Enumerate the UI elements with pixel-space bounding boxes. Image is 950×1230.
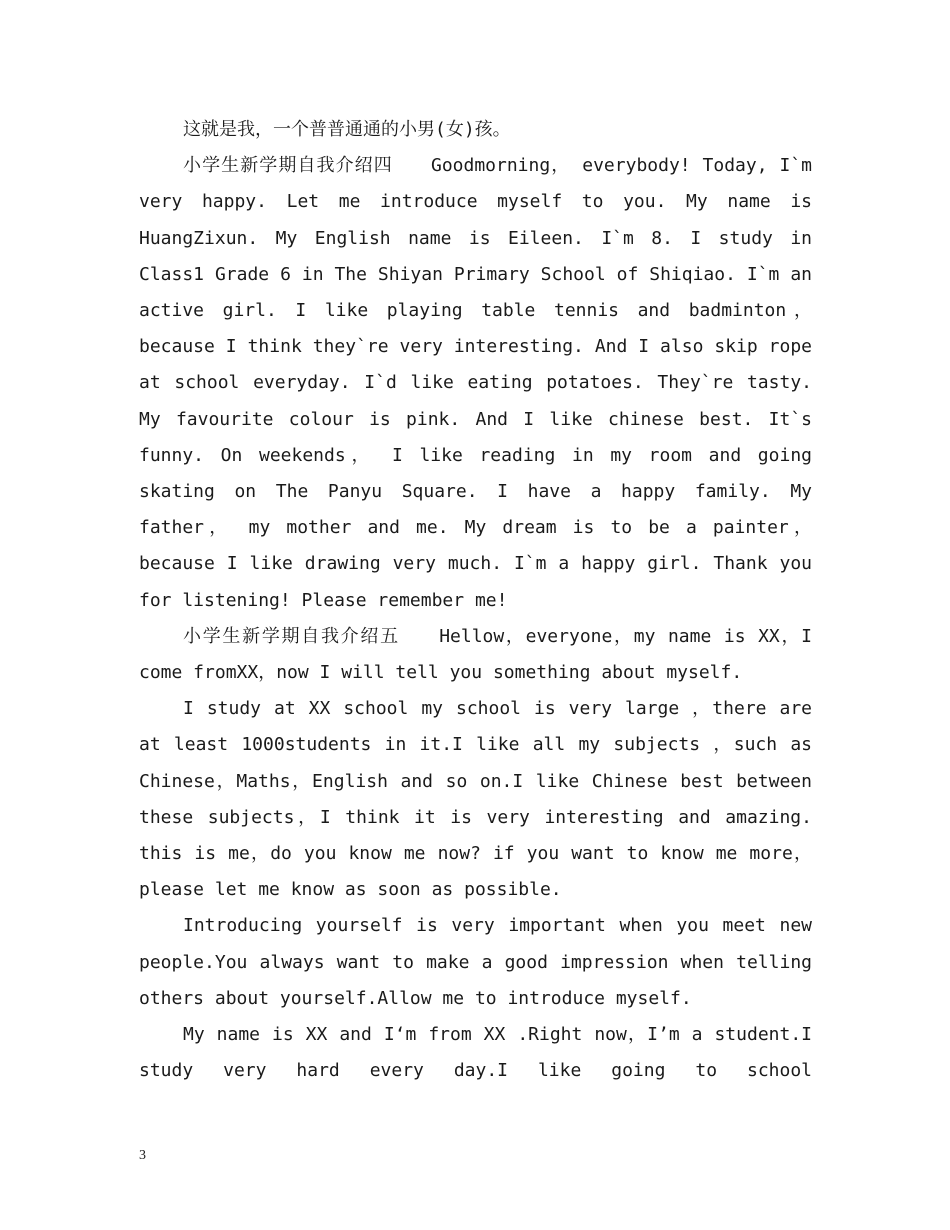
page-number: 3 [139, 1148, 146, 1163]
document-body [139, 112, 812, 1089]
paragraph-school-description: I study at XX school my school is very large ，there are at least 1000students in it.I like all my subjects ，such as Chinese，Maths，English and so on.I like Chinese best between these subjects，I think it is very interesting and amazing. this is me，do you know me now? if you want to know me more，please let me know as soon as possible. [139, 698, 812, 901]
paragraph-introducing-yourself: Introducing yourself is very important when you meet new people.You always want to make a good impression when telling others about yourself.Allow me to introduce myself. [139, 915, 812, 1009]
paragraph-self-intro-four: 小学生新学期自我介绍四 Goodmorning， everybody! Today, I`m very happy. Let me introduce myself to you. My name is HuangZixun. My English name is Eileen. I`m 8. I study in Class1 Grade 6 in The Shiyan Primary School of Shiqiao. I`m an active girl. I like playing table tennis and badminton，because I think they`re very interesting. And I also skip rope at school everyday. I`d like eating potatoes. They`re tasty. My favourite colour is pink. And I like chinese best. It`s funny. On weekends， I like reading in my room and going skating on The Panyu Square. I have a happy family. My father， my mother and me. My dream is to be a painter， because I like drawing very much. I`m a happy girl. Thank you for listening! Please remember me! [139, 155, 812, 611]
paragraph-self-intro-five: 小学生新学期自我介绍五 Hellow，everyone，my name is XX，I come fromXX，now I will tell you something about myself. [139, 625, 812, 684]
paragraph-my-name: My name is XX and I‘m from XX .Right now，I’m a student.I study very hard every day.I like going to school [139, 1024, 812, 1082]
paragraph-intro-closing: 这就是我，一个普普通通的小男(女)孩。 [183, 119, 511, 140]
